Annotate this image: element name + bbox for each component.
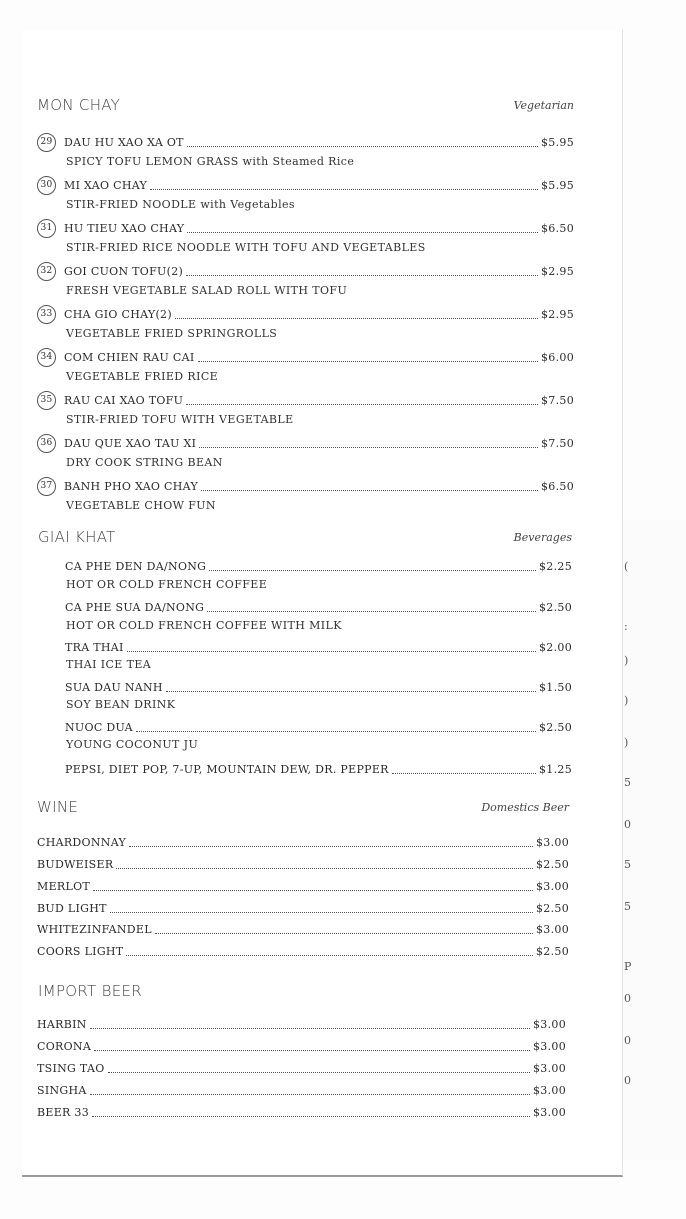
item-price: $3.00 xyxy=(533,1039,566,1053)
item-number: 36 xyxy=(37,434,56,453)
item-name: MERLOT xyxy=(37,879,91,893)
section-subtitle: Domestics Beer xyxy=(481,801,569,814)
margin-mark: 0 xyxy=(624,1034,631,1047)
menu-item xyxy=(37,1059,566,1077)
item-number: 34 xyxy=(37,348,56,367)
item-price: $1.25 xyxy=(539,762,572,776)
item-price: $3.00 xyxy=(536,835,569,849)
dot-leader xyxy=(127,642,536,652)
margin-mark: 0 xyxy=(624,818,631,831)
menu-item xyxy=(37,1037,566,1055)
dot-leader xyxy=(187,223,538,233)
item-name: MI XAO CHAY xyxy=(64,178,148,192)
item-description: THAI ICE TEA xyxy=(66,658,152,671)
dot-leader xyxy=(108,1063,530,1073)
margin-mark: P xyxy=(624,960,632,973)
item-number: 29 xyxy=(37,133,56,152)
section-header-import-beer xyxy=(0,982,686,1004)
section-header-giai-khat xyxy=(0,528,686,550)
item-number: 35 xyxy=(37,391,56,410)
dot-leader xyxy=(129,837,533,847)
item-description: STIR-FRIED NOODLE with Vegetables xyxy=(66,198,295,211)
margin-mark: 5 xyxy=(624,900,631,913)
dot-leader xyxy=(90,1085,530,1095)
item-price: $5.95 xyxy=(541,178,574,192)
item-number: 37 xyxy=(37,477,56,496)
item-price: $6.50 xyxy=(541,221,574,235)
item-name: SINGHA xyxy=(37,1083,87,1097)
item-name: HU TIEU XAO CHAY xyxy=(64,221,185,235)
item-price: $2.25 xyxy=(539,559,572,573)
item-name: GOI CUON TOFU(2) xyxy=(64,264,184,278)
margin-mark: : xyxy=(624,620,628,633)
menu-item xyxy=(37,1103,566,1121)
item-name: DAU QUE XAO TAU XI xyxy=(64,436,197,450)
dot-leader xyxy=(166,682,536,692)
dot-leader xyxy=(175,309,538,319)
item-price: $2.95 xyxy=(541,264,574,278)
dot-leader xyxy=(186,266,538,276)
menu-item xyxy=(37,942,569,960)
dot-leader xyxy=(136,722,536,732)
item-price: $7.50 xyxy=(541,436,574,450)
item-name: TSING TAO xyxy=(37,1061,105,1075)
item-price: $3.00 xyxy=(533,1105,566,1119)
item-name: CA PHE DEN DA/NONG xyxy=(65,559,207,573)
item-name: COORS LIGHT xyxy=(37,944,124,958)
dot-leader xyxy=(150,180,538,190)
item-name: TRA THAI xyxy=(65,640,124,654)
dot-leader xyxy=(199,438,538,448)
item-name: CHARDONNAY xyxy=(37,835,127,849)
margin-mark: 0 xyxy=(624,1074,631,1087)
section-subtitle: Vegetarian xyxy=(513,99,574,112)
margin-mark: ( xyxy=(624,560,629,573)
section-title: GIAI KHAT xyxy=(38,528,116,546)
dot-leader xyxy=(92,1107,530,1117)
dot-leader xyxy=(155,924,533,934)
item-name: BUDWEISER xyxy=(37,857,114,871)
item-price: $2.50 xyxy=(536,857,569,871)
item-price: $3.00 xyxy=(536,922,569,936)
item-description: STIR-FRIED TOFU WITH VEGETABLE xyxy=(66,413,294,426)
dot-leader xyxy=(94,1041,530,1051)
menu-item xyxy=(65,638,572,656)
section-title: WINE xyxy=(37,798,79,816)
item-name: NUOC DUA xyxy=(65,720,133,734)
dot-leader xyxy=(209,561,536,571)
section-header-wine xyxy=(0,798,686,820)
dot-leader xyxy=(116,859,533,869)
item-name: CA PHE SUA DA/NONG xyxy=(65,600,205,614)
item-description: HOT OR COLD FRENCH COFFEE xyxy=(66,578,268,591)
dot-leader xyxy=(110,903,533,913)
item-name: HARBIN xyxy=(37,1017,87,1031)
margin-mark: 0 xyxy=(624,992,631,1005)
item-name: SUA DAU NANH xyxy=(65,680,163,694)
item-price: $6.00 xyxy=(541,350,574,364)
item-name: CORONA xyxy=(37,1039,92,1053)
dot-leader xyxy=(126,946,533,956)
item-description: SPICY TOFU LEMON GRASS with Steamed Rice xyxy=(66,155,355,168)
section-title: MON CHAY xyxy=(37,96,121,114)
menu-item xyxy=(37,262,574,280)
dot-leader xyxy=(201,481,538,491)
item-number: 32 xyxy=(37,262,56,281)
menu-item xyxy=(37,877,569,895)
item-price: $2.50 xyxy=(536,944,569,958)
item-price: $3.00 xyxy=(533,1017,566,1031)
dot-leader xyxy=(186,395,538,405)
menu-item xyxy=(37,176,574,194)
item-price: $2.50 xyxy=(536,901,569,915)
item-name: CHA GIO CHAY(2) xyxy=(64,307,172,321)
item-price: $3.00 xyxy=(533,1061,566,1075)
item-price: $3.00 xyxy=(536,879,569,893)
item-number: 31 xyxy=(37,219,56,238)
item-name: BANH PHO XAO CHAY xyxy=(64,479,199,493)
item-price: $1.50 xyxy=(539,680,572,694)
item-name: RAU CAI XAO TOFU xyxy=(64,393,184,407)
menu-item xyxy=(65,557,572,575)
item-price: $2.95 xyxy=(541,307,574,321)
item-price: $6.50 xyxy=(541,479,574,493)
item-description: FRESH VEGETABLE SALAD ROLL WITH TOFU xyxy=(66,284,348,297)
item-description: STIR-FRIED RICE NOODLE WITH TOFU AND VEGETABLES xyxy=(66,241,426,254)
menu-item xyxy=(37,305,574,323)
menu-item xyxy=(37,434,574,452)
item-number: 30 xyxy=(37,176,56,195)
item-description: VEGETABLE FRIED SPRINGROLLS xyxy=(66,327,278,340)
margin-mark: ) xyxy=(624,736,629,749)
menu-item xyxy=(37,855,569,873)
margin-mark: ) xyxy=(624,654,629,667)
item-description: DRY COOK STRING BEAN xyxy=(66,456,223,469)
item-description: VEGETABLE FRIED RICE xyxy=(66,370,219,383)
dot-leader xyxy=(392,764,536,774)
item-description: VEGETABLE CHOW FUN xyxy=(66,499,216,512)
item-name: COM CHIEN RAU CAI xyxy=(64,350,195,364)
menu-item xyxy=(65,718,572,736)
menu-item xyxy=(37,133,574,151)
item-price: $2.50 xyxy=(539,600,572,614)
menu-item xyxy=(37,477,574,495)
section-subtitle: Beverages xyxy=(513,531,572,544)
dot-leader xyxy=(198,352,539,362)
menu-item xyxy=(37,348,574,366)
margin-mark: 5 xyxy=(624,776,631,789)
item-description: YOUNG COCONUT JU xyxy=(66,738,199,751)
menu-item xyxy=(37,920,569,938)
item-number: 33 xyxy=(37,305,56,324)
item-price: $2.50 xyxy=(539,720,572,734)
margin-mark: 5 xyxy=(624,858,631,871)
menu-item xyxy=(65,678,572,696)
item-price: $7.50 xyxy=(541,393,574,407)
dot-leader xyxy=(93,881,533,891)
item-name: PEPSI, DIET POP, 7-UP, MOUNTAIN DEW, DR. PEPPER xyxy=(65,762,389,776)
item-name: BEER 33 xyxy=(37,1105,90,1119)
underlying-page-edge xyxy=(618,520,686,1160)
menu-item xyxy=(37,899,569,917)
menu-item xyxy=(37,833,569,851)
item-price: $3.00 xyxy=(533,1083,566,1097)
section-title: IMPORT BEER xyxy=(38,982,142,1000)
item-description: SOY BEAN DRINK xyxy=(66,698,176,711)
dot-leader xyxy=(187,137,538,147)
dot-leader xyxy=(90,1019,530,1029)
dot-leader xyxy=(207,602,536,612)
margin-mark: ) xyxy=(624,694,629,707)
menu-item xyxy=(65,760,572,778)
menu-item xyxy=(37,219,574,237)
item-name: BUD LIGHT xyxy=(37,901,107,915)
item-name: WHITEZINFANDEL xyxy=(37,922,152,936)
item-price: $5.95 xyxy=(541,135,574,149)
item-name: DAU HU XAO XA OT xyxy=(64,135,184,149)
menu-item xyxy=(37,391,574,409)
menu-item xyxy=(37,1015,566,1033)
menu-item xyxy=(37,1081,566,1099)
item-price: $2.00 xyxy=(539,640,572,654)
item-description: HOT OR COLD FRENCH COFFEE WITH MILK xyxy=(66,619,342,632)
menu-item xyxy=(65,598,572,616)
section-header-mon-chay xyxy=(0,96,686,118)
